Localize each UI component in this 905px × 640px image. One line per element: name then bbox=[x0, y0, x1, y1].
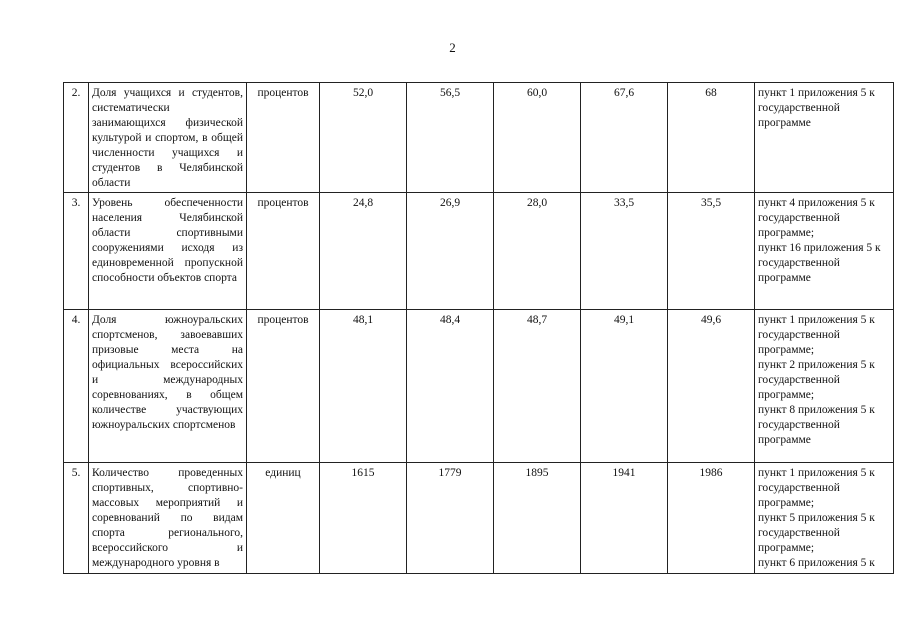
source-line: пункт 2 приложения 5 к государственной программе; bbox=[758, 359, 875, 401]
value-cell: 48,1 bbox=[320, 310, 407, 463]
value-cell: 28,0 bbox=[494, 193, 581, 310]
value-cell: 35,5 bbox=[668, 193, 755, 310]
unit-cell: единиц bbox=[247, 463, 320, 574]
source-line: пункт 1 приложения 5 к государственной программе; bbox=[758, 314, 875, 356]
row-number: 3. bbox=[64, 193, 89, 310]
source-line: пункт 1 приложения 5 к государственной программе; bbox=[758, 467, 875, 509]
value-cell: 60,0 bbox=[494, 83, 581, 193]
row-number: 5. bbox=[64, 463, 89, 574]
value-cell: 24,8 bbox=[320, 193, 407, 310]
indicator-name: Доля южноуральских спортсменов, завоевавших призовые места на официальных всероссийских и международных соревнованиях, в общем количестве участвующих южноуральских спортсменов bbox=[89, 310, 247, 463]
indicator-name: Уровень обеспеченности населения Челябинской области спортивными сооружениями исходя из единовременной пропускной способности объектов спорта bbox=[89, 193, 247, 310]
value-cell: 49,6 bbox=[668, 310, 755, 463]
value-cell: 48,4 bbox=[407, 310, 494, 463]
table-row bbox=[64, 193, 894, 310]
value-cell: 48,7 bbox=[494, 310, 581, 463]
value-cell: 49,1 bbox=[581, 310, 668, 463]
table-row bbox=[64, 463, 894, 574]
value-cell: 33,5 bbox=[581, 193, 668, 310]
source-cell bbox=[755, 193, 894, 310]
source-line: пункт 8 приложения 5 к государственной программе bbox=[758, 404, 875, 446]
value-cell: 1986 bbox=[668, 463, 755, 574]
value-cell: 67,6 bbox=[581, 83, 668, 193]
value-cell: 68 bbox=[668, 83, 755, 193]
source-line: пункт 5 приложения 5 к государственной программе; bbox=[758, 512, 875, 554]
value-cell: 26,9 bbox=[407, 193, 494, 310]
unit-cell: процентов bbox=[247, 193, 320, 310]
source-line: пункт 4 приложения 5 к государственной программе; bbox=[758, 197, 875, 239]
value-cell: 52,0 bbox=[320, 83, 407, 193]
value-cell: 1895 bbox=[494, 463, 581, 574]
source-cell bbox=[755, 463, 894, 574]
table-row bbox=[64, 310, 894, 463]
value-cell: 1779 bbox=[407, 463, 494, 574]
source-cell bbox=[755, 310, 894, 463]
indicator-name: Доля учащихся и студентов, систематически занимающихся физической культурой и спортом, в общей численности учащихся и студентов в Челябинской области bbox=[89, 83, 247, 193]
page-number: 2 bbox=[449, 40, 456, 55]
source-line: пункт 1 приложения 5 к государственной программе bbox=[758, 87, 875, 129]
source-line: пункт 6 приложения 5 к bbox=[758, 557, 875, 569]
table-row bbox=[64, 83, 894, 193]
row-number: 2. bbox=[64, 83, 89, 193]
unit-cell: процентов bbox=[247, 83, 320, 193]
value-cell: 1941 bbox=[581, 463, 668, 574]
source-line: пункт 16 приложения 5 к государственной программе bbox=[758, 242, 881, 284]
unit-cell: процентов bbox=[247, 310, 320, 463]
source-cell bbox=[755, 83, 894, 193]
row-number: 4. bbox=[64, 310, 89, 463]
value-cell: 56,5 bbox=[407, 83, 494, 193]
indicators-table bbox=[63, 82, 894, 574]
value-cell: 1615 bbox=[320, 463, 407, 574]
indicator-name: Количество проведенных спортивных, спортивно-массовых мероприятий и соревнований по видам спорта регионального, всероссийского и международного уровня в bbox=[89, 463, 247, 574]
